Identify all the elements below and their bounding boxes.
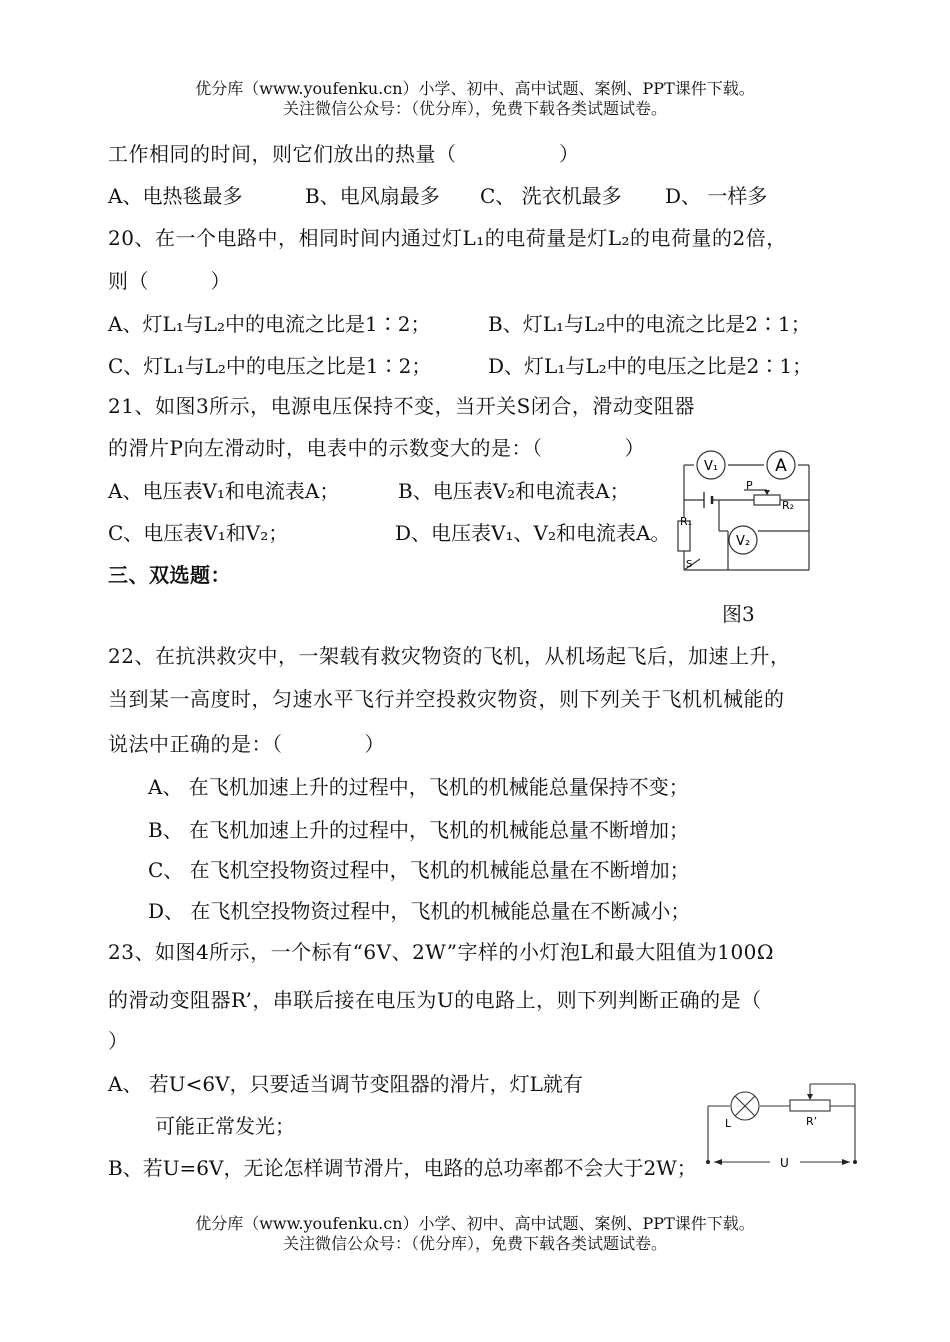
q22-option-d: D、 在飞机空投物资过程中，飞机的机械能总量在不断减小； — [148, 899, 691, 923]
q22-option-b: B、 在飞机加速上升的过程中，飞机的机械能总量不断增加； — [148, 818, 690, 842]
page-header-line-1: 优分库（www.youfenku.cn）小学、初中、高中试题、案例、PPT课件下载。 — [195, 79, 755, 98]
q19-option-d: D、 一样多 — [665, 184, 768, 208]
q21-option-a: A、电压表V₁和电流表A； — [108, 479, 340, 503]
q21-option-d: D、电压表V₁、V₂和电流表A。 — [395, 521, 671, 545]
q20-option-b: B、灯L₁与L₂中的电流之比是2∶1； — [488, 312, 811, 336]
q23-option-a-line-2: 可能正常发光； — [155, 1114, 295, 1138]
q20-option-a: A、灯L₁与L₂中的电流之比是1∶2； — [108, 312, 431, 336]
fig3-label-r1: R₁ — [680, 515, 693, 528]
q23-stem-line-3: ） — [108, 1029, 129, 1053]
fig4-label-l: L — [725, 1117, 732, 1130]
q22-stem-line-3: 说法中正确的是：（ ） — [108, 732, 385, 756]
fig4-label-u: U — [780, 1156, 789, 1170]
fig3-label-v1: V₁ — [703, 459, 719, 474]
figure-3-caption: 图3 — [722, 602, 755, 626]
q19-option-c: C、 洗衣机最多 — [480, 184, 622, 208]
fig3-label-r2: R₂ — [782, 499, 795, 512]
fig3-label-s: S — [686, 559, 693, 570]
page-footer-line-1: 优分库（www.youfenku.cn）小学、初中、高中试题、案例、PPT课件下载。 — [195, 1214, 755, 1233]
q23-option-a-line-1: A、 若U<6V，只要适当调节变阻器的滑片，灯L就有 — [108, 1072, 583, 1096]
q23-stem-line-2: 的滑动变阻器R’，串联后接在电压为U的电路上，则下列判断正确的是（ — [108, 988, 762, 1012]
q20-stem-line-2: 则（ ） — [108, 269, 231, 293]
q22-stem-line-2: 当到某一高度时，匀速水平飞行并空投救灾物资，则下列关于飞机机械能的 — [108, 687, 785, 711]
q22-option-c: C、 在飞机空投物资过程中，飞机的机械能总量在不断增加； — [148, 858, 690, 882]
q20-stem-line-1: 20、在一个电路中，相同时间内通过灯L₁的电荷量是灯L₂的电荷量的2倍， — [108, 226, 787, 250]
q19-continuation: 工作相同的时间，则它们放出的热量（ ） — [108, 142, 580, 166]
q21-stem-line-1: 21、如图3所示，电源电压保持不变，当开关S闭合，滑动变阻器 — [108, 394, 695, 418]
q22-stem-line-1: 22、在抗洪救灾中，一架载有救灾物资的飞机，从机场起飞后，加速上升， — [108, 644, 791, 668]
q20-option-d: D、灯L₁与L₂中的电压之比是2∶1； — [488, 354, 813, 378]
figure-4-circuit — [700, 1078, 865, 1178]
q21-option-b: B、电压表V₂和电流表A； — [398, 479, 630, 503]
page-footer-line-2: 关注微信公众号：（优分库），免费下载各类试题试卷。 — [282, 1234, 667, 1253]
q19-option-a: A、电热毯最多 — [108, 184, 243, 208]
page-header-line-2: 关注微信公众号：（优分库），免费下载各类试题试卷。 — [282, 99, 667, 118]
q23-option-b: B、若U=6V，无论怎样调节滑片，电路的总功率都不会大于2W； — [108, 1156, 697, 1180]
fig3-label-p: P — [746, 479, 753, 492]
section-3-heading: 三、双选题： — [108, 563, 231, 587]
fig4-label-r: R’ — [806, 1115, 818, 1128]
q22-option-a: A、 在飞机加速上升的过程中，飞机的机械能总量保持不变； — [148, 775, 689, 799]
figure-3-circuit — [664, 445, 824, 580]
fig3-label-v2: V₂ — [735, 534, 751, 549]
q21-option-c: C、电压表V₁和V₂； — [108, 521, 289, 545]
q21-stem-line-2: 的滑片P向左滑动时，电表中的示数变大的是：（ ） — [108, 436, 645, 460]
q23-stem-line-1: 23、如图4所示，一个标有“6V、2W”字样的小灯泡L和最大阻值为100Ω — [108, 940, 774, 964]
fig3-label-a: A — [775, 456, 787, 476]
q19-option-b: B、电风扇最多 — [305, 184, 440, 208]
q20-option-c: C、灯L₁与L₂中的电压之比是1∶2； — [108, 354, 432, 378]
